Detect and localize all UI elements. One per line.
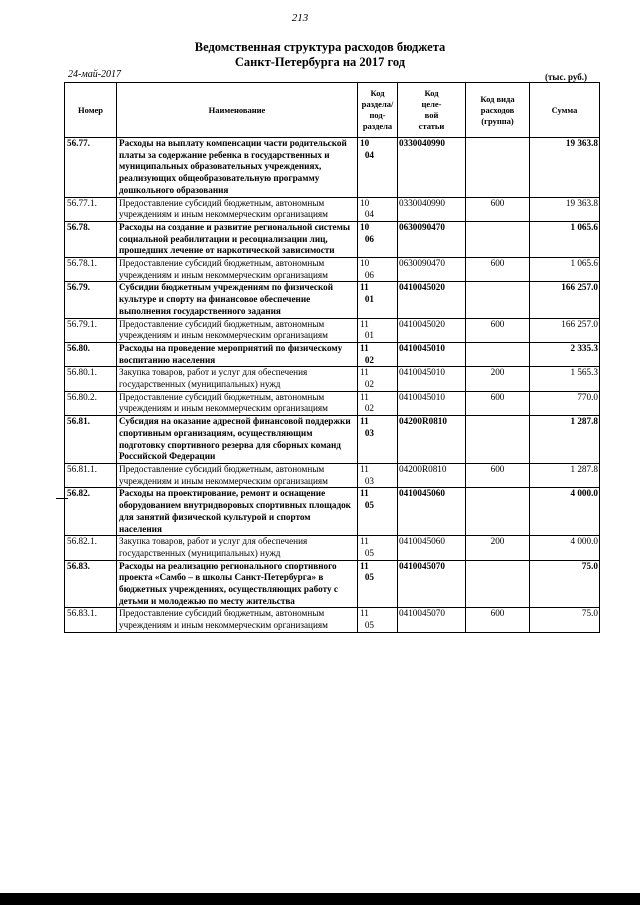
budget-table (64, 82, 600, 633)
row-target-code: 0410045010 (398, 391, 466, 415)
row-sum: 770.0 (530, 391, 600, 415)
row-name: Субсидии бюджетным учреждениям по физической культуре и спорту на финансовое обеспечение выполнения государственного задания (117, 282, 358, 318)
row-section-code (358, 463, 398, 487)
row-sum: 166 257.0 (530, 318, 600, 342)
table-row (65, 367, 600, 391)
row-name: Расходы на создание и развитие региональной системы социальной реабилитации и ресоциализации лиц, прошедших лечение от наркотической зависимости (117, 221, 358, 257)
row-expense-type (466, 221, 530, 257)
row-section-code (358, 197, 398, 221)
row-sum: 166 257.0 (530, 282, 600, 318)
table-row (65, 416, 600, 464)
row-section-code (358, 258, 398, 282)
row-section-code (358, 608, 398, 632)
table-row (65, 391, 600, 415)
row-razdel: 11 (360, 367, 369, 378)
row-razdel: 11 (360, 488, 369, 499)
row-name: Расходы на выплату компенсации части родительской платы за содержание ребенка в государственных и муниципальных образовательных учреждениях, реализующих общеобразовательную программу дошкольного образования (117, 138, 358, 198)
row-target-code: 0410045020 (398, 318, 466, 342)
row-target-code: 0630090470 (398, 221, 466, 257)
row-target-code: 0330040990 (398, 197, 466, 221)
row-number: 56.79. (65, 282, 117, 318)
row-razdel: 11 (360, 391, 369, 402)
row-expense-type: 200 (466, 367, 530, 391)
table-row (65, 342, 600, 366)
row-number: 56.80.1. (65, 367, 117, 391)
table-body (65, 138, 600, 633)
row-name: Закупка товаров, работ и услуг для обеспечения государственных (муниципальных) нужд (117, 536, 358, 560)
row-sum: 1 065.6 (530, 258, 600, 282)
row-razdel: 11 (360, 536, 369, 547)
row-sum: 1 065.6 (530, 221, 600, 257)
row-section-code (358, 391, 398, 415)
row-name: Предоставление субсидий бюджетным, автономным учреждениям и иным некоммерческим организациям (117, 197, 358, 221)
row-podrazdel: 02 (364, 379, 374, 390)
table-row (65, 221, 600, 257)
row-podrazdel: 05 (364, 547, 374, 558)
title-line-2: Санкт-Петербурга на 2017 год (234, 55, 406, 69)
row-target-code: 0630090470 (398, 258, 466, 282)
header-section-code: Код раздела/ под- раздела (358, 83, 398, 138)
table-row (65, 536, 600, 560)
row-podrazdel: 04 (364, 149, 374, 160)
row-section-code (358, 560, 398, 608)
row-sum: 75.0 (530, 560, 600, 608)
row-name: Закупка товаров, работ и услуг для обеспечения государственных (муниципальных) нужд (117, 367, 358, 391)
row-podrazdel: 06 (364, 269, 374, 280)
row-target-code: 0410045010 (398, 342, 466, 366)
row-target-code: 0410045020 (398, 282, 466, 318)
row-section-code (358, 488, 398, 536)
row-number: 56.81.1. (65, 463, 117, 487)
row-section-code (358, 138, 398, 198)
table-row (65, 608, 600, 632)
row-name: Предоставление субсидий бюджетным, автономным учреждениям и иным некоммерческим организациям (117, 391, 358, 415)
table-row (65, 560, 600, 608)
document-title (0, 40, 640, 70)
row-podrazdel: 05 (364, 572, 374, 583)
row-number: 56.82.1. (65, 536, 117, 560)
row-target-code: 0410045070 (398, 608, 466, 632)
row-razdel: 10 (360, 197, 370, 208)
row-name: Предоставление субсидий бюджетным, автономным учреждениям и иным некоммерческим организациям (117, 608, 358, 632)
table-row (65, 488, 600, 536)
table-row (65, 258, 600, 282)
row-sum: 19 363.8 (530, 138, 600, 198)
table-header-row (65, 83, 600, 138)
row-razdel: 10 (360, 221, 370, 232)
header-number: Номер (65, 83, 117, 138)
row-number: 56.83.1. (65, 608, 117, 632)
document-date: 24-май-2017 (68, 69, 122, 80)
row-razdel: 11 (360, 282, 369, 293)
table-row (65, 463, 600, 487)
row-name: Предоставление субсидий бюджетным, автономным учреждениям и иным некоммерческим организациям (117, 258, 358, 282)
row-number: 56.80.2. (65, 391, 117, 415)
header-sum: Сумма (530, 83, 600, 138)
row-number: 56.80. (65, 342, 117, 366)
row-expense-type: 600 (466, 391, 530, 415)
row-razdel: 10 (360, 258, 370, 269)
row-target-code: 0410045010 (398, 367, 466, 391)
row-name: Предоставление субсидий бюджетным, автономным учреждениям и иным некоммерческим организациям (117, 463, 358, 487)
row-sum: 2 335.3 (530, 342, 600, 366)
row-razdel: 11 (360, 416, 369, 427)
row-number: 56.82. (65, 488, 117, 536)
table-row (65, 318, 600, 342)
row-expense-type (466, 416, 530, 464)
row-razdel: 10 (360, 138, 370, 148)
row-section-code (358, 416, 398, 464)
row-podrazdel: 01 (364, 330, 374, 341)
row-name: Расходы на проведение мероприятий по физическому воспитанию населения (117, 342, 358, 366)
row-razdel: 11 (360, 463, 369, 474)
row-podrazdel: 03 (364, 427, 374, 438)
row-number: 56.79.1. (65, 318, 117, 342)
row-section-code (358, 282, 398, 318)
row-number: 56.78. (65, 221, 117, 257)
row-target-code: 0330040990 (398, 138, 466, 198)
row-podrazdel: 03 (364, 475, 374, 486)
row-number: 56.78.1. (65, 258, 117, 282)
row-podrazdel: 01 (364, 294, 374, 305)
page-number: 213 (291, 12, 309, 24)
scan-bottom-edge (0, 893, 640, 905)
row-sum: 4 000.0 (530, 536, 600, 560)
row-razdel: 11 (360, 318, 369, 329)
row-podrazdel: 04 (364, 209, 374, 220)
row-expense-type: 600 (466, 318, 530, 342)
row-sum: 1 287.8 (530, 416, 600, 464)
row-expense-type: 600 (466, 463, 530, 487)
row-expense-type (466, 488, 530, 536)
row-podrazdel: 06 (364, 233, 374, 244)
row-target-code: 0410045060 (398, 488, 466, 536)
row-section-code (358, 318, 398, 342)
units-label: (тыс. руб.) (545, 72, 587, 82)
row-expense-type (466, 282, 530, 318)
table-row (65, 282, 600, 318)
row-expense-type: 200 (466, 536, 530, 560)
row-expense-type (466, 560, 530, 608)
header-name: Наименование (117, 83, 358, 138)
row-expense-type: 600 (466, 258, 530, 282)
row-razdel: 11 (360, 608, 369, 619)
row-sum: 1 565.3 (530, 367, 600, 391)
row-podrazdel: 05 (364, 620, 374, 631)
row-sum: 4 000.0 (530, 488, 600, 536)
header-target-code: Код целе- вой статьи (398, 83, 466, 138)
row-podrazdel: 05 (364, 500, 374, 511)
row-section-code (358, 367, 398, 391)
row-expense-type (466, 138, 530, 198)
row-sum: 1 287.8 (530, 463, 600, 487)
row-name: Субсидия на оказание адресной финансовой поддержки спортивным организациям, осуществляющим подготовку спортивного резерва для сборных команд Российской Федерации (117, 416, 358, 464)
row-section-code (358, 221, 398, 257)
row-number: 56.81. (65, 416, 117, 464)
row-target-code: 0410045060 (398, 536, 466, 560)
row-name: Предоставление субсидий бюджетным, автономным учреждениям и иным некоммерческим организациям (117, 318, 358, 342)
row-expense-type: 600 (466, 197, 530, 221)
row-razdel: 11 (360, 560, 369, 571)
table-row (65, 138, 600, 198)
header-expense-type: Код вида расходов (группа) (466, 83, 530, 138)
row-razdel: 11 (360, 342, 369, 353)
row-name: Расходы на проектирование, ремонт и оснащение оборудованием внутридворовых спортивных площадок для занятий физической культурой и спортом населения (117, 488, 358, 536)
row-name: Расходы на реализацию регионального спортивного проекта «Самбо – в школы Санкт-Петербурга» в бюджетных учреждениях, осуществляющих работу с детьми и молодежью по месту жительства (117, 560, 358, 608)
row-sum: 19 363.8 (530, 197, 600, 221)
row-section-code (358, 342, 398, 366)
row-expense-type: 600 (466, 608, 530, 632)
row-podrazdel: 02 (364, 354, 374, 365)
row-number: 56.83. (65, 560, 117, 608)
row-target-code: 04200R0810 (398, 416, 466, 464)
row-podrazdel: 02 (364, 403, 374, 414)
row-expense-type (466, 342, 530, 366)
row-number: 56.77.1. (65, 197, 117, 221)
row-number: 56.77. (65, 138, 117, 198)
table-row (65, 197, 600, 221)
row-section-code (358, 536, 398, 560)
title-line-1: Ведомственная структура расходов бюджета (194, 40, 446, 54)
row-target-code: 04200R0810 (398, 463, 466, 487)
row-target-code: 0410045070 (398, 560, 466, 608)
row-sum: 75.0 (530, 608, 600, 632)
